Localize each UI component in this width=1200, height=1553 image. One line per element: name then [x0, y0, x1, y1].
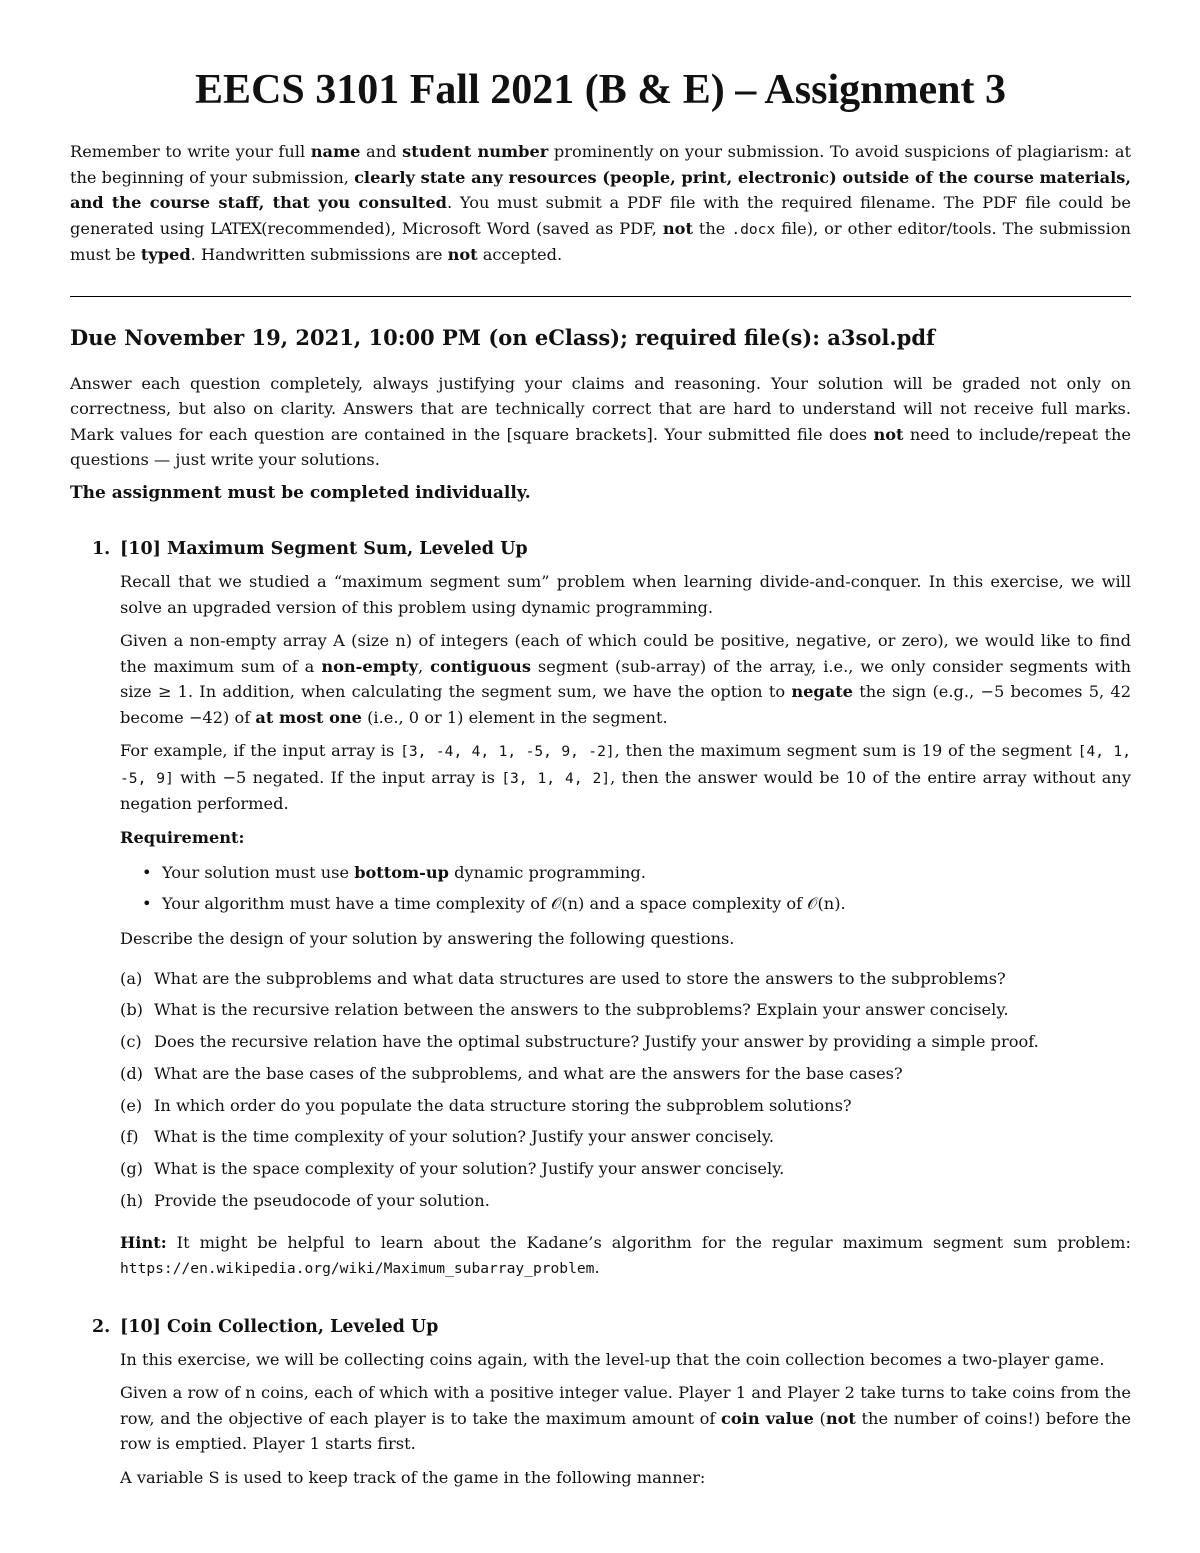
intro-text: accepted. — [477, 245, 563, 264]
question-2 — [70, 1314, 1131, 1491]
document-page — [70, 0, 1131, 1490]
intro-text: prominently on your submission. To avoid suspicions of plagiarism: at the beginning of your submission, — [70, 142, 1132, 187]
q1-bold: contiguous — [430, 656, 531, 676]
list-item — [120, 860, 1131, 886]
requirement-list — [120, 860, 1131, 916]
q1-bold: negate — [791, 682, 853, 701]
list-item — [120, 966, 1131, 992]
q1-text: , — [418, 656, 431, 676]
intro-text: the — [692, 218, 732, 238]
bullet-icon: • — [142, 863, 152, 882]
question-title: [10] Coin Collection, Leveled Up — [120, 1316, 439, 1337]
example-array: [3, 1, 4, 2] — [501, 769, 611, 787]
intro-bold-resources: clearly state any resources (people, print, electronic) outside of the course materials, and the course staff, that you consulted — [70, 167, 1131, 212]
q1-text: , then the maximum segment sum is 19 of the segment — [614, 741, 1078, 760]
example-array: [4, 1, -5, 9] — [120, 743, 1132, 787]
q1-text: , then the answer would be 10 of the entire array without any negation performed. — [120, 767, 1132, 813]
question-number: 1. — [92, 539, 111, 559]
q1-text: Given a non-empty array A (size n) of integers (each of which could be positive, negative, or zero), we would like to find the maximum sum of a — [120, 631, 1131, 676]
hint-label: Hint: — [120, 1232, 167, 1252]
req-text: dynamic programming. — [449, 863, 646, 882]
list-item — [120, 997, 1131, 1023]
intro-text: Remember to write your full — [70, 142, 311, 161]
intro-bold-name: name — [310, 142, 361, 161]
question-title: [10] Maximum Segment Sum, Leveled Up — [120, 539, 528, 559]
item-label: (c) — [120, 1032, 142, 1052]
intro-text: . Handwritten submissions are — [190, 245, 448, 264]
question-1 — [70, 536, 1131, 1282]
item-label: (f) — [120, 1127, 139, 1147]
instructions-paragraph — [70, 371, 1131, 473]
hint-text: . — [594, 1258, 600, 1278]
intro-text: file), or other editor/tools. The submission must be — [70, 218, 1131, 264]
req-text: Your solution must use — [162, 863, 355, 882]
q2-bold: not — [825, 1408, 856, 1428]
intro-bold-not: not — [662, 218, 693, 238]
req-bold: bottom-up — [354, 863, 449, 882]
subquestion-list — [120, 966, 1131, 1214]
document-title: EECS 3101 Fall 2021 (B & E) – Assignment 3 — [195, 67, 1006, 113]
q2-paragraph-2 — [120, 1380, 1131, 1457]
q1-bold: non-empty — [321, 656, 418, 676]
intro-bold-not: not — [447, 245, 478, 264]
q1-paragraph-2 — [120, 628, 1131, 730]
instructions-text: Answer each question completely, always justifying your claims and reasoning. Your solution will be graded not only on correctness, but also on clarity. Answers that are technically correct that are hard to understand will not receive full marks. Mark values for each question are contained in the [square brackets]. Your submitted file does — [70, 373, 1131, 444]
instructions-text: need to include/repeat the questions — just write your solutions. — [70, 424, 1131, 469]
list-item — [120, 1124, 1131, 1150]
item-label: (g) — [120, 1159, 143, 1179]
q1-text: (i.e., 0 or 1) element in the segment. — [361, 707, 668, 727]
example-array: [3, -4, 4, 1, -5, 9, -2] — [400, 743, 615, 760]
latex-logo: LATEX — [210, 218, 262, 238]
describe-paragraph: Describe the design of your solution by answering the following questions. — [120, 929, 735, 948]
divider — [70, 296, 1131, 297]
requirement-label: Requirement: — [120, 827, 245, 847]
due-date-heading: Due November 19, 2021, 10:00 PM (on eClass); required file(s): a3sol.pdf — [70, 324, 936, 350]
hint-paragraph — [120, 1230, 1131, 1282]
item-label: (h) — [120, 1191, 144, 1211]
req-text: Your algorithm must have a time complexity of 𝒪(n) and a space complexity of 𝒪(n). — [162, 893, 846, 913]
list-item — [120, 1029, 1131, 1055]
intro-text: (recommended), Microsoft Word (saved as PDF, — [261, 218, 663, 238]
item-text: What are the subproblems and what data structures are used to store the answers to the subproblems? — [154, 968, 1006, 988]
q2-paragraph-3: A variable S is used to keep track of the game in the following manner: — [120, 1467, 706, 1487]
q2-text: ( — [813, 1408, 826, 1428]
item-text: What is the time complexity of your solution? Justify your answer concisely. — [154, 1127, 774, 1147]
q1-text: with −5 negated. If the input array is — [173, 767, 502, 787]
instructions-bold-not: not — [873, 424, 904, 444]
item-text: Provide the pseudocode of your solution. — [154, 1191, 490, 1211]
list-item — [120, 1093, 1131, 1119]
individual-notice: The assignment must be completed individually. — [70, 482, 531, 503]
q1-text: the sign (e.g., −5 becomes 5, 42 become −42) of — [120, 682, 1131, 727]
item-text: Does the recursive relation have the optimal substructure? Justify your answer by providing a simple proof. — [154, 1032, 1039, 1052]
hint-url[interactable]: https://en.wikipedia.org/wiki/Maximum_subarray_problem — [120, 1260, 595, 1278]
item-text: What is the recursive relation between the answers to the subproblems? Explain your answer concisely. — [154, 1000, 1009, 1020]
item-label: (b) — [120, 1000, 143, 1020]
item-text: What is the space complexity of your solution? Justify your answer concisely. — [154, 1159, 785, 1179]
q2-paragraph-1: In this exercise, we will be collecting coins again, with the level-up that the coin collection becomes a two-player game. — [120, 1349, 1105, 1369]
intro-bold-typed: typed — [140, 245, 191, 264]
q1-bold: at most one — [255, 707, 362, 727]
hint-text: It might be helpful to learn about the Kadane’s algorithm for the regular maximum segment sum problem: — [166, 1232, 1131, 1252]
q2-text: the number of coins!) before the row is emptied. Player 1 starts first. — [120, 1408, 1131, 1454]
item-text: In which order do you populate the data structure storing the subproblem solutions? — [154, 1095, 852, 1115]
intro-text: and — [360, 142, 403, 161]
bullet-icon: • — [142, 893, 152, 913]
intro-text: . You must submit a PDF file with the required filename. The PDF file could be generated using — [70, 193, 1131, 238]
list-item — [120, 891, 1131, 917]
q1-text: segment (sub-array) of the array, i.e., we only consider segments with size ≥ 1. In addition, when calculating the segment sum, we have the option to — [120, 656, 1131, 701]
intro-paragraph — [70, 139, 1131, 268]
list-item — [120, 1188, 1131, 1214]
list-item — [120, 1156, 1131, 1182]
q1-text: For example, if the input array is — [120, 741, 401, 760]
q2-bold: coin value — [721, 1408, 814, 1428]
item-text: What are the base cases of the subproblems, and what are the answers for the base cases? — [154, 1063, 903, 1083]
intro-bold-student-number: student number — [402, 142, 549, 161]
question-number: 2. — [92, 1316, 111, 1337]
docx-extension: .docx — [731, 220, 776, 238]
list-item — [120, 1061, 1131, 1087]
q2-text: Given a row of n coins, each of which with a positive integer value. Player 1 and Player 2 take turns to take coins from the row, and the objective of each player is to take the maximum amount of — [120, 1383, 1131, 1428]
item-label: (a) — [120, 968, 143, 988]
item-label: (e) — [120, 1095, 143, 1115]
q1-paragraph-1: Recall that we studied a “maximum segment sum” problem when learning divide-and-conquer. In this exercise, we will solve an upgraded version of this problem using dynamic programming. — [120, 572, 1131, 617]
item-label: (d) — [120, 1063, 143, 1083]
q1-paragraph-3 — [120, 738, 1131, 817]
